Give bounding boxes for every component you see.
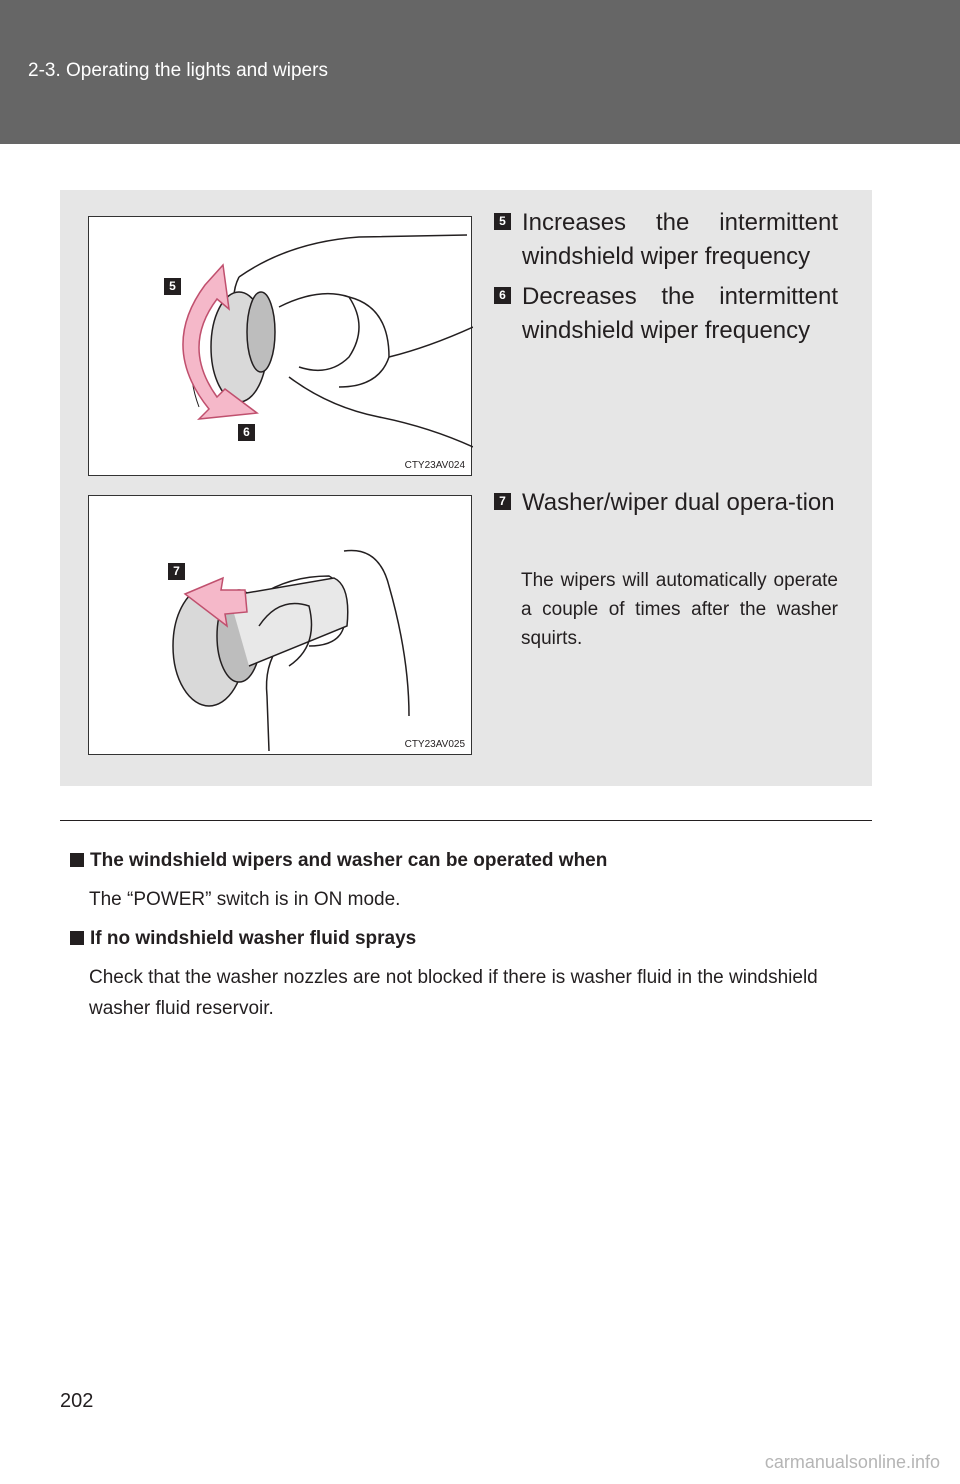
item-note: The wipers will automatically operate a couple of times after the washer squirts. [521, 570, 838, 649]
section-heading-no-spray [70, 928, 416, 950]
page-number: 202 [60, 1390, 94, 1412]
figure-wiper-frequency [88, 216, 472, 476]
watermark: carmanualsonline.info [764, 1452, 940, 1472]
figure-code: CTY23AV024 [404, 460, 465, 471]
section-title: 2-3. Operating the lights and wipers [28, 60, 328, 81]
section-body-operation: The “POWER” switch is in ON mode. [89, 889, 401, 910]
square-bullet-icon [70, 853, 84, 867]
figure-code: CTY23AV025 [404, 739, 465, 750]
page-header [0, 0, 960, 144]
section-heading-operation [70, 850, 607, 872]
marker-5: 5 [164, 278, 181, 295]
marker-6: 6 [238, 424, 255, 441]
square-bullet-icon [70, 931, 84, 945]
item-text: Washer/wiper dual opera-tion [522, 489, 835, 516]
item-decrease-frequency [494, 280, 838, 348]
item-text: Decreases the intermittent windshield wiper frequency [522, 283, 838, 344]
section-body-no-spray: Check that the washer nozzles are not blocked if there is washer fluid in the windshield washer fluid reservoir. [89, 967, 818, 1019]
heading-text: The windshield wipers and washer can be operated when [90, 850, 608, 871]
item-number: 5 [494, 213, 511, 230]
wiper-lever-illustration [89, 217, 473, 477]
item-text: Increases the intermittent windshield wiper frequency [522, 209, 838, 270]
washer-lever-illustration [89, 496, 473, 756]
heading-text: If no windshield washer fluid sprays [90, 928, 417, 949]
item-number: 6 [494, 287, 511, 304]
item-washer-dual [494, 486, 838, 520]
item-number: 7 [494, 493, 511, 510]
figure-washer [88, 495, 472, 755]
item-increase-frequency [494, 206, 838, 274]
marker-7: 7 [168, 563, 185, 580]
divider [60, 820, 872, 821]
